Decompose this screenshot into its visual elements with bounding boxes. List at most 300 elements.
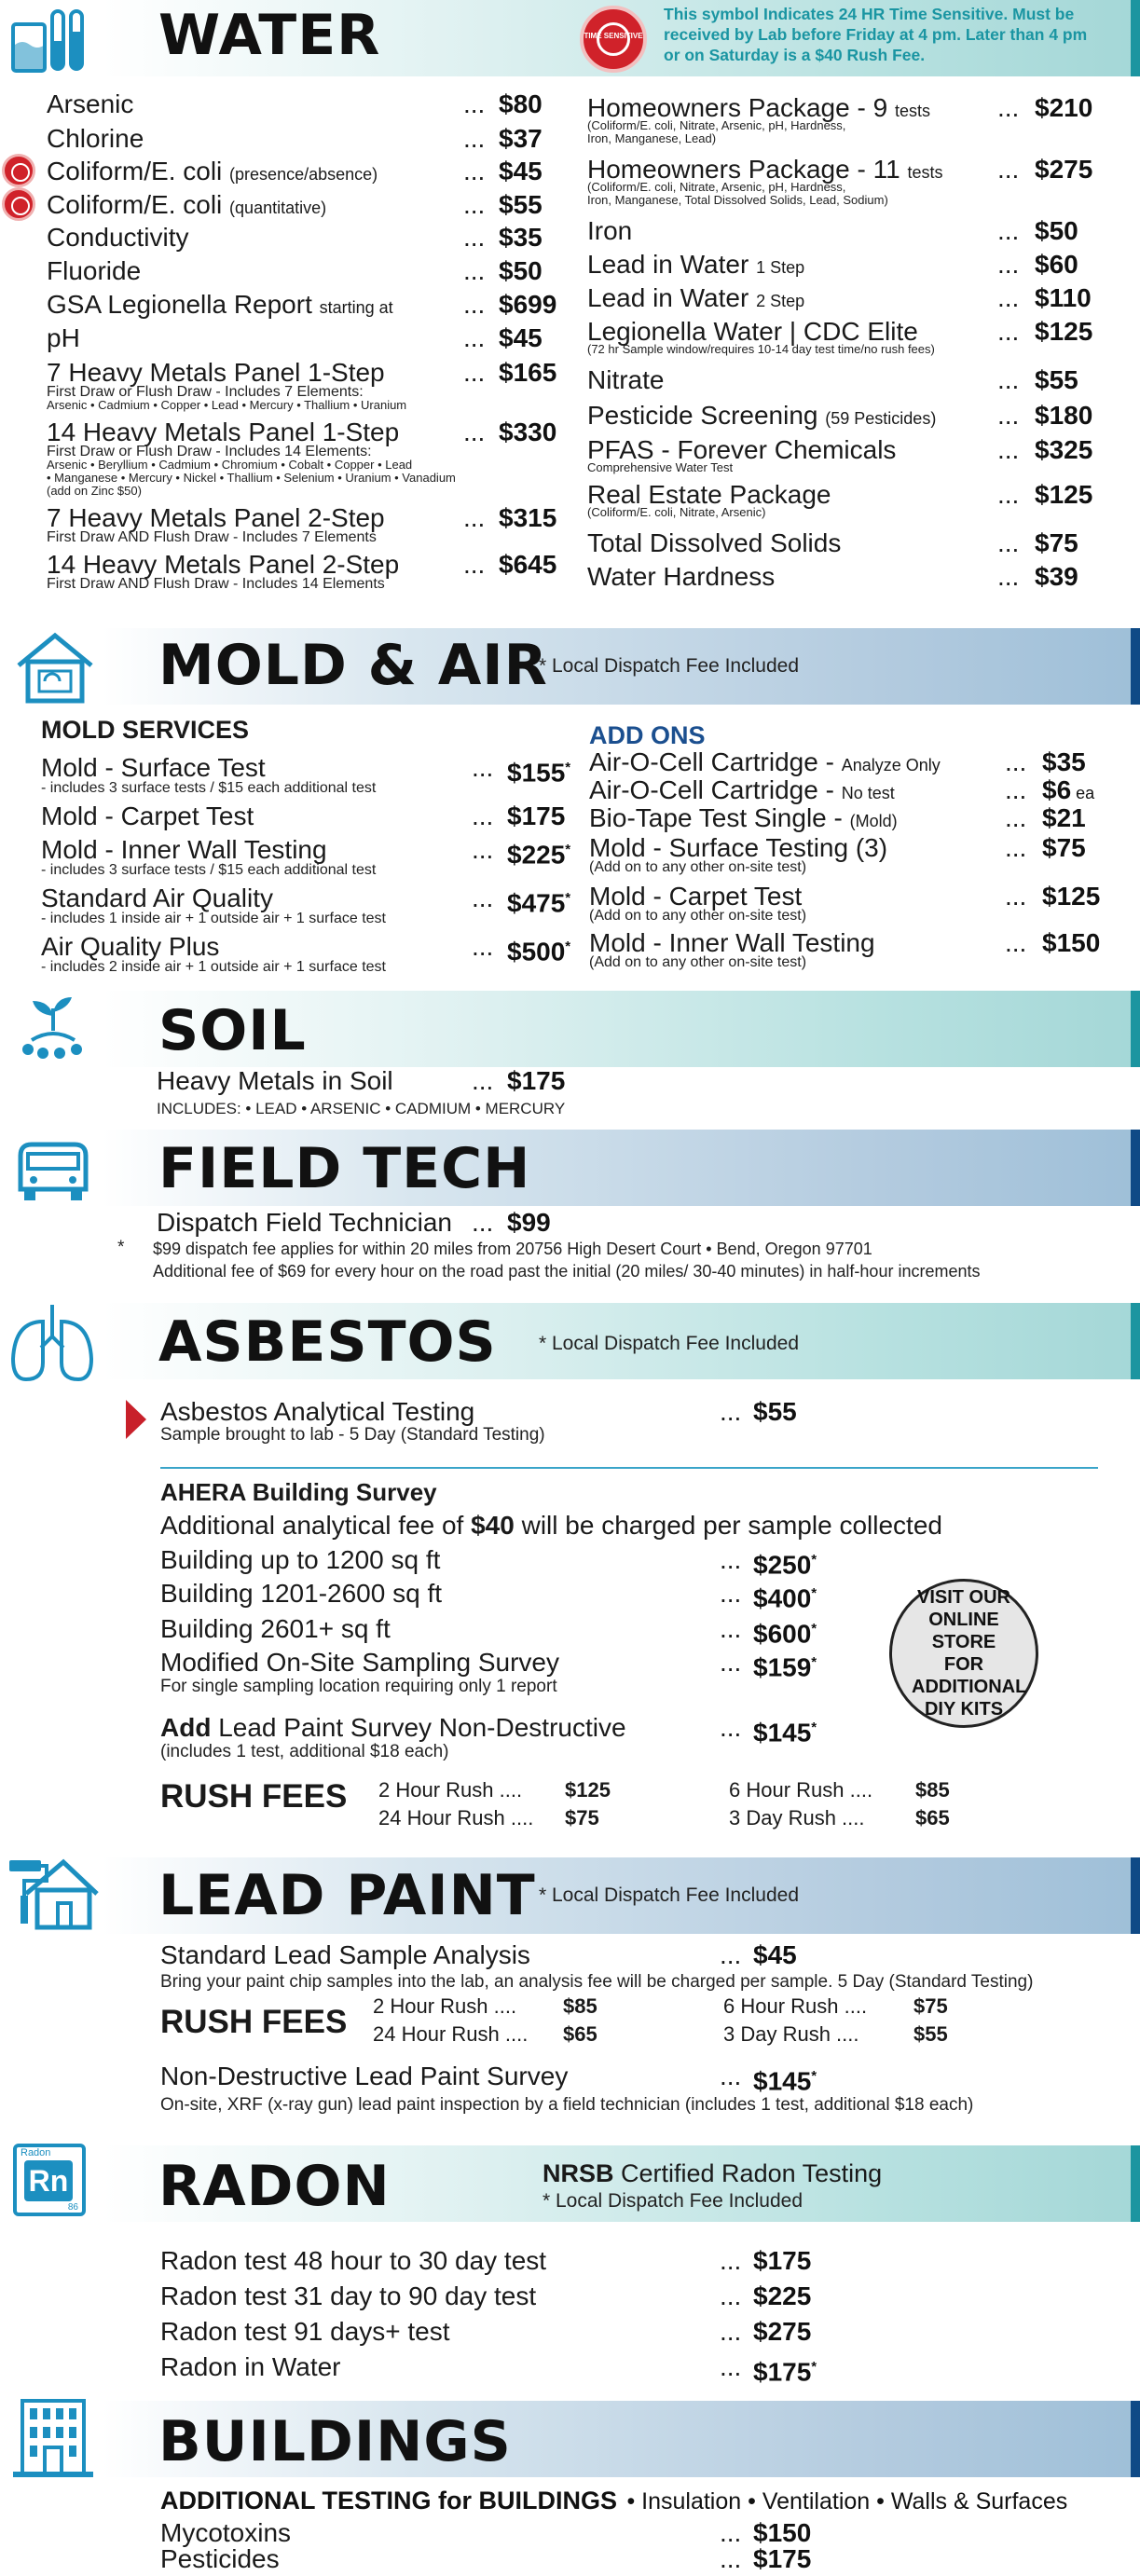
water-left-item-row <box>47 89 569 121</box>
water-right-item-dots: ... <box>997 562 1020 591</box>
ahera-line <box>160 1511 942 1541</box>
lead-rush-label: RUSH FEES <box>160 2004 348 2040</box>
radon-item-price <box>753 2317 811 2347</box>
water-left-item-row <box>47 418 569 498</box>
water-right-item-name-text: Homeowners Package - 11 <box>587 155 900 184</box>
asbestos-survey-item-amount: $145 <box>753 1718 812 1747</box>
water-right-item-name <box>587 216 632 246</box>
water-left-item-price <box>499 418 556 447</box>
radon-item-name-text: Radon test 48 hour to 30 day test <box>160 2246 547 2275</box>
lungs-icon <box>6 1299 99 1385</box>
buildings-title: BUILDINGS <box>158 2409 512 2474</box>
water-left-item-dots: ... <box>463 550 486 579</box>
soil-price: $175 <box>507 1066 566 1095</box>
water-right-item-name-text: Iron <box>587 216 633 245</box>
asbestos-survey-item-amount: $159 <box>753 1652 812 1682</box>
water-left-item-dots: ... <box>463 89 486 118</box>
asbestos-survey-item-name-bold: Add <box>160 1713 212 1742</box>
water-left-item-amount: $315 <box>499 503 557 532</box>
water-right-item-sub2: Iron, Manganese, Total Dissolved Solids, Lead, Sodium) <box>587 193 888 207</box>
lead-rush-price: $85 <box>563 1994 597 2018</box>
lead-rush-price: $65 <box>563 2022 597 2046</box>
asbestos-survey-item-amount: $400 <box>753 1583 812 1613</box>
water-right-item-price <box>1035 283 1092 313</box>
water-right-item-price <box>1035 317 1092 347</box>
water-left-item-name <box>47 190 326 223</box>
asbestos-survey-item-name-text: Building 2601+ sq ft <box>160 1614 391 1643</box>
radon-item-dots: ... <box>720 2317 742 2346</box>
water-right-item-amount: $75 <box>1035 528 1078 557</box>
mold-addon-dots: ... <box>1005 775 1027 804</box>
radon-item-row <box>160 2246 831 2278</box>
field-dots: ... <box>472 1208 494 1237</box>
water-right-item-row <box>587 216 1109 248</box>
mold-addon-price <box>1042 803 1086 833</box>
mold-addon-row <box>589 803 1111 835</box>
mold-service-price <box>507 753 570 788</box>
water-right-item-price <box>1035 216 1078 246</box>
water-right-item-dots: ... <box>997 317 1020 346</box>
water-right-item-name <box>587 365 664 395</box>
water-left-item-amount: $55 <box>499 190 543 219</box>
lead-nondestructive-sub: On-site, XRF (x-ray gun) lead paint inspection by a field technician (includes 1 test, additional $18 each) <box>160 2095 974 2115</box>
water-left-item-name-text: Conductivity <box>47 223 189 252</box>
mold-services-heading: MOLD SERVICES <box>41 716 250 744</box>
mold-service-name-text: Mold - Inner Wall Testing <box>41 835 327 864</box>
house-air-icon <box>13 630 97 706</box>
mold-service-name <box>41 835 327 865</box>
water-right-item-amount: $275 <box>1035 155 1093 184</box>
mold-addon-sub: (Add on to any other on-site test) <box>589 859 807 875</box>
water-left-item-row <box>47 290 569 322</box>
ahera-line-a: Additional analytical fee of <box>160 1511 472 1540</box>
water-right-item-row <box>587 365 1109 397</box>
water-left-item-name <box>47 124 144 154</box>
mold-addon-dots: ... <box>1005 803 1027 832</box>
addons-heading: ADD ONS <box>589 721 706 749</box>
mold-service-amount: $175 <box>507 802 566 830</box>
soil-item <box>157 1066 623 1098</box>
asbestos-survey-item-star: * <box>811 1720 817 1735</box>
online-store-badge[interactable] <box>889 1579 1038 1728</box>
water-right-item-row <box>587 250 1109 281</box>
mold-service-name <box>41 753 266 783</box>
asbestos-survey-item-name <box>160 1579 442 1609</box>
water-left-item-price <box>499 190 543 220</box>
asbestos-title: ASBESTOS <box>158 1309 497 1375</box>
water-right-item-dots: ... <box>997 216 1020 245</box>
water-left-item-name-text: Coliform/E. coli <box>47 190 223 219</box>
water-left-item-sub2: Arsenic • Cadmium • Copper • Lead • Mercury • Thallium • Uranium <box>47 398 407 412</box>
water-right-item-row <box>587 435 1109 474</box>
water-left-item-dots: ... <box>463 223 486 252</box>
mold-addon-price <box>1042 882 1100 911</box>
water-left-item-dots: ... <box>463 157 486 185</box>
asbestos-survey-item-dots: ... <box>720 1713 742 1742</box>
radon-item-price <box>753 2352 817 2387</box>
water-left-item-amount: $80 <box>499 89 543 118</box>
mold-addon-sub: (Add on to any other on-site test) <box>589 954 807 970</box>
lead-rush-price: $75 <box>913 1994 948 2018</box>
water-left-item-dots: ... <box>463 323 486 352</box>
mold-addon-qualifier: No test <box>841 784 895 802</box>
mold-addon-price <box>1042 747 1086 777</box>
buildings-item-price <box>753 2544 811 2574</box>
buildings-heading-line <box>160 2487 1067 2515</box>
asbestos-survey-item-dots: ... <box>720 1579 742 1608</box>
mold-service-star: * <box>565 939 571 954</box>
asbestos-rush-label: RUSH FEES <box>160 1778 348 1815</box>
lead-rush-price: $55 <box>913 2022 948 2046</box>
mold-addon-amount: $150 <box>1042 928 1101 957</box>
ahera-line-fee: $40 <box>471 1511 515 1540</box>
mold-service-sub: - includes 3 surface tests / $15 each additional test <box>41 780 377 796</box>
mold-service-price <box>507 884 570 918</box>
mold-addon-amount: $125 <box>1042 882 1101 911</box>
field-item-name: Dispatch Field Technician <box>157 1208 452 1237</box>
radon-item-name-text: Radon test 31 day to 90 day test <box>160 2281 537 2310</box>
radon-item-price <box>753 2281 811 2311</box>
water-left-item-qualifier: starting at <box>319 298 393 317</box>
lead-nondestructive-star: * <box>811 2068 817 2084</box>
water-left-item-dots: ... <box>463 124 486 153</box>
water-left-item-name-text: GSA Legionella Report <box>47 290 312 319</box>
asbestos-survey-item-name <box>160 1648 559 1678</box>
water-left-item-row <box>47 323 569 355</box>
water-right-item-amount: $125 <box>1035 480 1093 509</box>
radon-certified <box>543 2159 882 2188</box>
water-right-item-name <box>587 401 936 433</box>
asbestos-survey-item-name-text: Modified On-Site Sampling Survey <box>160 1648 559 1677</box>
lead-rush-label: 24 Hour Rush .... <box>373 2022 529 2046</box>
asbestos-survey-item-price <box>753 1614 817 1649</box>
soil-item-name: Heavy Metals in Soil <box>157 1066 393 1095</box>
water-right-item-amount: $210 <box>1035 93 1093 122</box>
field-star: * <box>117 1238 125 1257</box>
water-left-item-amount: $645 <box>499 550 557 579</box>
radon-item-amount: $225 <box>753 2281 812 2310</box>
radon-item-price <box>753 2246 811 2276</box>
mold-service-row <box>41 835 582 878</box>
water-left-item-price <box>499 157 543 186</box>
radon-element-icon <box>13 2144 86 2216</box>
badge-text: TIME SENSITIVE <box>584 32 643 40</box>
water-left-item-name-text: Fluoride <box>47 256 142 285</box>
mold-service-row <box>41 753 582 796</box>
water-right-item-amount: $125 <box>1035 317 1093 346</box>
water-right-item-row <box>587 528 1109 560</box>
water-right-item-row <box>587 93 1109 145</box>
water-left-item-dots: ... <box>463 358 486 387</box>
mold-service-star: * <box>565 890 571 906</box>
field-line1: $99 dispatch fee applies for within 20 miles from 20756 High Desert Court • Bend, Oregon 97701 <box>153 1240 872 1258</box>
water-right-item-amount: $325 <box>1035 435 1093 464</box>
time-sensitive-notice: This symbol Indicates 24 HR Time Sensitive. Must be received by Lab before Friday at 4 pm. Later than 4 pm or on Saturday is a $40 Rush Fee. <box>664 5 1088 64</box>
mold-service-price <box>507 802 565 831</box>
radon-item-row <box>160 2281 831 2313</box>
lead-rush-label: 3 Day Rush .... <box>723 2022 859 2046</box>
water-right-item-name-text: PFAS - Forever Chemicals <box>587 435 897 464</box>
water-left-item-sub2: Arsenic • Beryllium • Cadmium • Chromium • Cobalt • Copper • Lead <box>47 458 413 472</box>
mold-addon-sub: (Add on to any other on-site test) <box>589 908 807 924</box>
water-right-item-name <box>587 250 804 282</box>
buildings-item-name-text: Mycotoxins <box>160 2518 292 2547</box>
water-right-item-name-text: Lead in Water <box>587 250 749 279</box>
water-right-item-qualifier: 2 Step <box>756 292 805 310</box>
water-right-item-price <box>1035 480 1092 510</box>
mold-service-amount: $155 <box>507 758 566 788</box>
water-right-item-sub: Comprehensive Water Test <box>587 460 734 474</box>
water-left-item-price <box>499 358 556 388</box>
mold-service-dots: ... <box>472 753 494 782</box>
lead-rush-label: 2 Hour Rush .... <box>373 1994 517 2018</box>
water-right-item-name <box>587 562 775 592</box>
lead-nondestructive-name: Non-Destructive Lead Paint Survey <box>160 2062 569 2090</box>
water-left-item-price <box>499 89 543 119</box>
mold-service-star: * <box>565 760 571 775</box>
water-right-item-amount: $110 <box>1035 283 1092 312</box>
water-right-item-name-text: Lead in Water <box>587 283 749 312</box>
mold-addon-amount: $21 <box>1042 803 1086 832</box>
water-left-item-amount: $37 <box>499 124 543 153</box>
water-right-item-dots: ... <box>997 93 1020 122</box>
water-left-item-row <box>47 190 569 222</box>
water-left-item-row <box>47 358 569 412</box>
water-left-item-amount: $45 <box>499 323 543 352</box>
water-right-item-dots: ... <box>997 401 1020 430</box>
water-right-item-price <box>1035 562 1078 592</box>
water-left-item-sub: First Draw AND Flush Draw - Includes 7 Elements <box>47 529 377 545</box>
water-right-item-name-text: Legionella Water | CDC Elite <box>587 317 918 346</box>
water-left-item-name <box>47 223 189 253</box>
water-right-item-sub: (Coliform/E. coli, Nitrate, Arsenic, pH, Hardness, <box>587 118 846 132</box>
asbestos-analytical-sub: Sample brought to lab - 5 Day (Standard Testing) <box>160 1425 545 1445</box>
water-left-item-name-text: Coliform/E. coli <box>47 157 223 185</box>
radon-item-name <box>160 2246 546 2276</box>
asbestos-rush-label: 3 Day Rush .... <box>729 1806 865 1829</box>
water-left-item-time-sensitive-icon <box>2 154 35 187</box>
water-right-item-name-text: Nitrate <box>587 365 665 394</box>
water-right-item-price <box>1035 93 1092 123</box>
asbestos-note: * Local Dispatch Fee Included <box>539 1333 799 1354</box>
water-glass-icon <box>7 4 91 78</box>
mold-service-dots: ... <box>472 932 494 961</box>
asbestos-rush-price: $65 <box>915 1806 950 1829</box>
radon-item-row <box>160 2317 831 2349</box>
mold-service-amount: $475 <box>507 888 566 918</box>
online-store-text: VISIT OUR ONLINE STORE FOR ADDITIONAL DIY KITS <box>912 1587 1027 1720</box>
mold-addon-row <box>589 882 1111 924</box>
asbestos-survey-item-row <box>160 1648 831 1696</box>
mold-addon-name-text: Air-O-Cell Cartridge - <box>589 747 834 776</box>
mold-addon-price <box>1042 833 1086 863</box>
field-title: FIELD TECH <box>158 1136 531 1201</box>
water-left-item-name <box>47 323 80 353</box>
water-left-item-price <box>499 124 543 154</box>
buildings-item-amount: $150 <box>753 2518 812 2547</box>
mold-addon-dots: ... <box>1005 882 1027 911</box>
mold-addon-amount: $35 <box>1042 747 1086 776</box>
water-right-item-dots: ... <box>997 283 1020 312</box>
water-right-item-dots: ... <box>997 480 1020 509</box>
ahera-heading: AHERA Building Survey <box>160 1478 437 1506</box>
radon-note: * Local Dispatch Fee Included <box>543 2190 803 2212</box>
water-left-item-qualifier: (quantitative) <box>229 199 327 217</box>
radon-item-dots: ... <box>720 2352 742 2381</box>
mold-addon-name-text: Mold - Surface Testing (3) <box>589 833 888 862</box>
water-left-item-dots: ... <box>463 290 486 319</box>
asbestos-rush-price: $85 <box>915 1778 950 1802</box>
water-left-item-name-text: 14 Heavy Metals Panel 1-Step <box>47 418 400 446</box>
radon-title: RADON <box>158 2154 391 2219</box>
water-left-item-sub: First Draw or Flush Draw - Includes 7 Elements: <box>47 384 364 400</box>
water-left-item-row <box>47 124 569 156</box>
mold-addon-amount: $6 <box>1042 775 1072 804</box>
field-item <box>157 1208 623 1240</box>
water-left-item-price <box>499 550 556 580</box>
radon-item-name <box>160 2317 450 2347</box>
mold-service-row <box>41 932 582 975</box>
lead-note: * Local Dispatch Fee Included <box>539 1884 799 1906</box>
radon-certified-bold: NRSB <box>543 2159 614 2187</box>
lead-nondestructive-amount: $145 <box>753 2066 812 2096</box>
soil-includes: INCLUDES: • LEAD • ARSENIC • CADMIUM • MERCURY <box>157 1100 566 1117</box>
water-right-item-name-text: Total Dissolved Solids <box>587 528 842 557</box>
mold-service-row <box>41 884 582 926</box>
red-arrow-marker-icon <box>124 1398 148 1441</box>
mold-addon-row <box>589 928 1111 970</box>
water-right-item-qualifier: (59 Pesticides) <box>825 409 937 428</box>
radon-item-star: * <box>811 2359 817 2375</box>
asbestos-survey-item-amount: $600 <box>753 1619 812 1649</box>
lead-nondestructive-price <box>753 2062 817 2096</box>
asbestos-analytical-dots: ... <box>720 1397 742 1426</box>
asbestos-survey-item-star: * <box>811 1621 817 1637</box>
water-right-item-row <box>587 401 1109 432</box>
field-line2: Additional fee of $69 for every hour on the road past the initial (20 miles/ 30-40 minutes) in half-hour increments <box>153 1262 981 1281</box>
water-right-item-sub: (Coliform/E. coli, Nitrate, Arsenic) <box>587 505 766 519</box>
asbestos-survey-item-sub: For single sampling location requiring only 1 report <box>160 1677 557 1696</box>
water-right-item-row <box>587 562 1109 594</box>
asbestos-rush-price: $75 <box>565 1806 599 1829</box>
buildings-heading: ADDITIONAL TESTING for BUILDINGS <box>160 2487 617 2514</box>
radon-icon-number: 86 <box>67 2202 78 2213</box>
water-right-item-price <box>1035 401 1092 431</box>
asbestos-analytical <box>160 1397 831 1445</box>
water-left-item-name <box>47 157 378 189</box>
asbestos-survey-item-price <box>753 1545 817 1580</box>
water-right-item-sub: (Coliform/E. coli, Nitrate, Arsenic, pH, Hardness, <box>587 180 846 194</box>
water-right-item-price <box>1035 528 1078 558</box>
water-right-item-name <box>587 528 841 558</box>
lead-standard <box>160 1940 831 1972</box>
water-right-item-price <box>1035 155 1092 185</box>
water-left-item-price <box>499 323 543 353</box>
soil-dots: ... <box>472 1066 494 1095</box>
asbestos-survey-item-star: * <box>811 1585 817 1601</box>
water-left-item-time-sensitive-icon <box>2 187 35 221</box>
water-right-item-amount: $180 <box>1035 401 1093 430</box>
radon-icon-symbol: Rn <box>24 2160 73 2201</box>
buildings-item-dots: ... <box>720 2544 742 2573</box>
water-right-item-name-text: Pesticide Screening <box>587 401 818 430</box>
mold-service-dots: ... <box>472 802 494 830</box>
water-left-item-price <box>499 256 543 286</box>
mold-addon-name-text: Air-O-Cell Cartridge - <box>589 775 834 804</box>
asbestos-survey-item-name-text: Lead Paint Survey Non-Destructive <box>211 1713 626 1742</box>
asbestos-rush-label: 6 Hour Rush .... <box>729 1778 873 1802</box>
lead-standard-sub: Bring your paint chip samples into the lab, an analysis fee will be charged per sample. 5 Day (Standard Testing) <box>160 1972 1034 1992</box>
asbestos-rush-price: $125 <box>565 1778 611 1802</box>
asbestos-rush-label: 24 Hour Rush .... <box>378 1806 534 1829</box>
water-left-item-name-text: Chlorine <box>47 124 144 153</box>
mold-service-price <box>507 932 570 966</box>
water-left-item-name-text: Arsenic <box>47 89 134 118</box>
water-left-item-amount: $45 <box>499 157 543 185</box>
mold-service-name-text: Standard Air Quality <box>41 884 274 912</box>
buildings-item-dots: ... <box>720 2518 742 2547</box>
mold-addon-dots: ... <box>1005 928 1027 957</box>
building-icon <box>9 2395 97 2479</box>
mold-addon-name-text: Mold - Carpet Test <box>589 882 803 911</box>
water-right-item-amount: $55 <box>1035 365 1078 394</box>
mold-addon-dots: ... <box>1005 747 1027 776</box>
water-right-item-dots: ... <box>997 250 1020 279</box>
asbestos-survey-item-name <box>160 1545 440 1575</box>
buildings-heading-tail: • Insulation • Ventilation • Walls & Surfaces <box>626 2488 1068 2514</box>
radon-item-amount: $175 <box>753 2246 812 2275</box>
water-right-item-row <box>587 283 1109 315</box>
water-left-item-price <box>499 223 543 253</box>
water-left-item-name-text: 7 Heavy Metals Panel 2-Step <box>47 503 385 532</box>
time-sensitive-badge-icon <box>580 6 647 73</box>
water-left-item-dots: ... <box>463 256 486 285</box>
asbestos-survey-item-name-text: Building 1201-2600 sq ft <box>160 1579 442 1608</box>
water-right-item-qualifier: 1 Step <box>756 258 805 277</box>
mold-service-star: * <box>565 842 571 857</box>
buildings-item-amount: $175 <box>753 2544 812 2573</box>
mold-service-name <box>41 932 219 962</box>
lead-standard-dots: ... <box>720 1940 742 1969</box>
lead-title: LEAD PAINT <box>158 1863 536 1928</box>
water-right-item-dots: ... <box>997 435 1020 464</box>
mold-addon-dots: ... <box>1005 833 1027 862</box>
water-left-item-amount: $50 <box>499 256 543 285</box>
mold-service-row <box>41 802 582 833</box>
mold-service-amount: $500 <box>507 937 566 966</box>
water-left-item-row <box>47 503 569 545</box>
water-left-item-amount: $330 <box>499 418 557 446</box>
asbestos-survey-item-name <box>160 1614 391 1644</box>
water-right-item-name-text: Homeowners Package - 9 <box>587 93 888 122</box>
mold-addon-name-text: Mold - Inner Wall Testing <box>589 928 875 957</box>
water-left-item-sub3: • Manganese • Mercury • Nickel • Thallium • Selenium • Uranium • Vanadium <box>47 471 456 485</box>
mold-addon-row <box>589 775 1111 807</box>
asbestos-survey-item-row <box>160 1545 831 1580</box>
radon-item-name <box>160 2281 536 2311</box>
mold-service-dots: ... <box>472 884 494 912</box>
mold-addon-row <box>589 833 1111 875</box>
water-left-item-dots: ... <box>463 503 486 532</box>
mold-addon-unit: ea <box>1071 784 1095 802</box>
water-left-item-row <box>47 550 569 592</box>
water-left-item-amount: $35 <box>499 223 543 252</box>
asbestos-survey-item-dots: ... <box>720 1648 742 1677</box>
asbestos-survey-item-sub: (includes 1 test, additional $18 each) <box>160 1742 449 1761</box>
water-right-item-price <box>1035 250 1078 280</box>
lead-standard-price: $45 <box>753 1940 797 1969</box>
mold-service-dots: ... <box>472 835 494 864</box>
